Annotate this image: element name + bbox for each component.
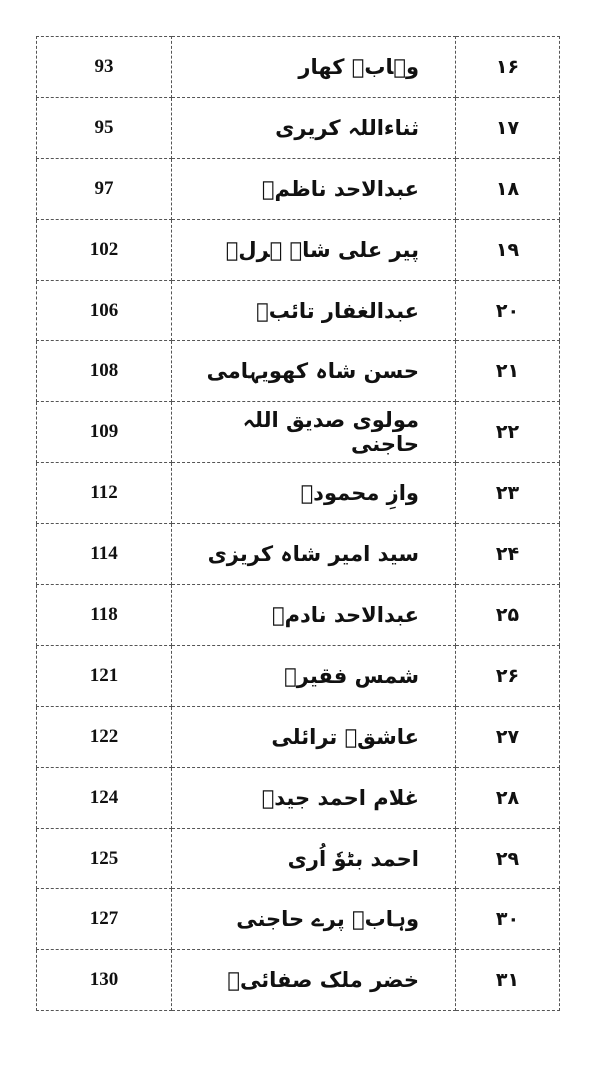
page-number: 93	[37, 37, 172, 98]
entry-number: ۲۴	[456, 524, 560, 585]
table-row	[37, 585, 560, 646]
entry-number: ۲۱	[456, 341, 560, 402]
table-row	[37, 524, 560, 585]
entry-title: پیر علی شاہ ہرلؔ	[172, 219, 456, 280]
page-number: 125	[37, 828, 172, 889]
entry-number: ۱۹	[456, 219, 560, 280]
table-row	[37, 341, 560, 402]
entry-number: ۲۸	[456, 767, 560, 828]
entry-number: ۲۶	[456, 645, 560, 706]
page-number: 114	[37, 524, 172, 585]
entry-title: ثناءاللہ کریری	[172, 97, 456, 158]
page-number: 109	[37, 402, 172, 463]
entry-number: ۳۰	[456, 889, 560, 950]
entry-number: ۲۳	[456, 463, 560, 524]
entry-number: ۲۲	[456, 402, 560, 463]
table-row	[37, 828, 560, 889]
entry-number: ۲۵	[456, 585, 560, 646]
page-number: 121	[37, 645, 172, 706]
entry-title: حسن شاہ کھویہامی	[172, 341, 456, 402]
entry-title: احمد بٹوٗ اُری	[172, 828, 456, 889]
entry-title: عبدالاحد نادمؔ	[172, 585, 456, 646]
entry-title: مولوی صدیق اللہ حاجنی	[172, 402, 456, 463]
table-row	[37, 37, 560, 98]
entry-title: وہابؔ پرے حاجنی	[172, 889, 456, 950]
page-number: 112	[37, 463, 172, 524]
table-row	[37, 645, 560, 706]
entry-title: وازِ محمودؔ	[172, 463, 456, 524]
table-row	[37, 463, 560, 524]
entry-number: ۲۰	[456, 280, 560, 341]
entry-number: ۱۸	[456, 158, 560, 219]
page-number: 130	[37, 950, 172, 1011]
page-number: 118	[37, 585, 172, 646]
entry-number: ۲۹	[456, 828, 560, 889]
page-number: 97	[37, 158, 172, 219]
page-number: 122	[37, 706, 172, 767]
table-row	[37, 280, 560, 341]
table-row	[37, 889, 560, 950]
entry-title: خضر ملک صفائیؔ	[172, 950, 456, 1011]
entry-title: غلام احمد جیدؔ	[172, 767, 456, 828]
page-number: 102	[37, 219, 172, 280]
entry-title: عبدالاحد ناظمؔ	[172, 158, 456, 219]
entry-number: ۲۷	[456, 706, 560, 767]
table-row	[37, 706, 560, 767]
page-number: 124	[37, 767, 172, 828]
table-row	[37, 158, 560, 219]
page-number: 127	[37, 889, 172, 950]
table-row	[37, 402, 560, 463]
table-row	[37, 767, 560, 828]
entry-title: وہابؔ کھار	[172, 37, 456, 98]
entry-number: ۱۷	[456, 97, 560, 158]
entry-title: عبدالغفار تائبؔ	[172, 280, 456, 341]
table-row	[37, 219, 560, 280]
page-number: 108	[37, 341, 172, 402]
page-number: 95	[37, 97, 172, 158]
entry-number: ۱۶	[456, 37, 560, 98]
entry-title: عاشقؔ ترائلی	[172, 706, 456, 767]
entry-title: شمس فقیرؔ	[172, 645, 456, 706]
page-number: 106	[37, 280, 172, 341]
contents-table	[36, 36, 560, 1011]
entry-number: ۳۱	[456, 950, 560, 1011]
table-row	[37, 950, 560, 1011]
entry-title: سید امیر شاہ کریزی	[172, 524, 456, 585]
table-row	[37, 97, 560, 158]
